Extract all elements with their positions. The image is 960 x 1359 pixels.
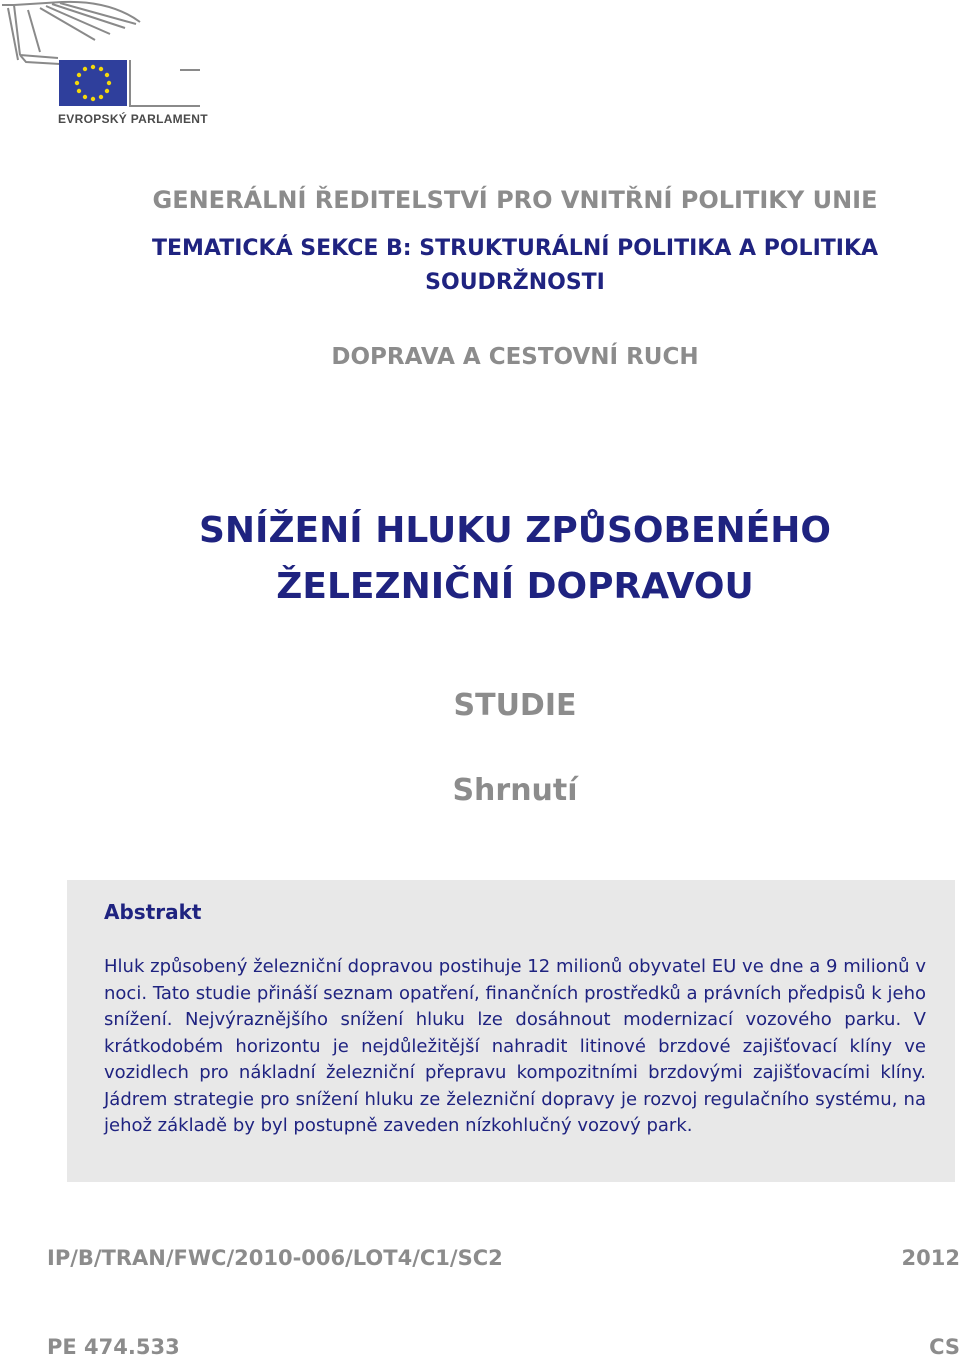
topic-title: DOPRAVA A CESTOVNÍ RUCH xyxy=(331,344,699,370)
abstract-heading: Abstrakt xyxy=(104,900,202,924)
language-code: CS xyxy=(929,1335,960,1359)
european-parliament-logo xyxy=(0,0,215,135)
study-title-line1: SNÍŽENÍ HLUKU ZPŮSOBENÉHO xyxy=(199,510,831,551)
document-type: STUDIE xyxy=(453,688,577,723)
study-title xyxy=(0,503,960,615)
reference-code: IP/B/TRAN/FWC/2010-006/LOT4/C1/SC2 xyxy=(47,1246,503,1270)
section-title-line2: SOUDRŽNOSTI xyxy=(425,270,605,295)
abstract-text: Hluk způsobený železniční dopravou postihuje 12 milionů obyvatel EU ve dne a 9 milionů v noci. Tato studie přináší seznam opatření, finančních prostředků a právních předpisů k jeho snížení. Nejvýraznějšího snížení hluku lze dosáhnout modernizací vozového parku. V krátkodobém horizontu je nejdůležitější nahradit litinové brzdové zajišťovací klíny ve vozidlech pro nákladní železniční přepravu kompozitními brzdovými zajišťovacími klíny. Jádrem strategie pro snížení hluku ze železniční dopravy je rozvoj regulačního systému, na jehož základě by byl postupně zaveden nízkohlučný vozový park. xyxy=(104,956,926,1136)
pe-number: PE 474.533 xyxy=(47,1335,180,1359)
section-title xyxy=(40,232,960,300)
publication-year: 2012 xyxy=(901,1246,960,1270)
logo-caption: EVROPSKÝ PARLAMENT xyxy=(58,112,208,126)
section-title-line1: TEMATICKÁ SEKCE B: STRUKTURÁLNÍ POLITIKA A POLITIKA xyxy=(151,236,879,261)
study-title-line2: ŽELEZNIČNÍ DOPRAVOU xyxy=(276,566,754,607)
document-subtype: Shrnutí xyxy=(452,773,578,808)
directorate-title: GENERÁLNÍ ŘEDITELSTVÍ PRO VNITŘNÍ POLITIKY UNIE xyxy=(152,186,878,214)
abstract-box xyxy=(67,880,955,1182)
